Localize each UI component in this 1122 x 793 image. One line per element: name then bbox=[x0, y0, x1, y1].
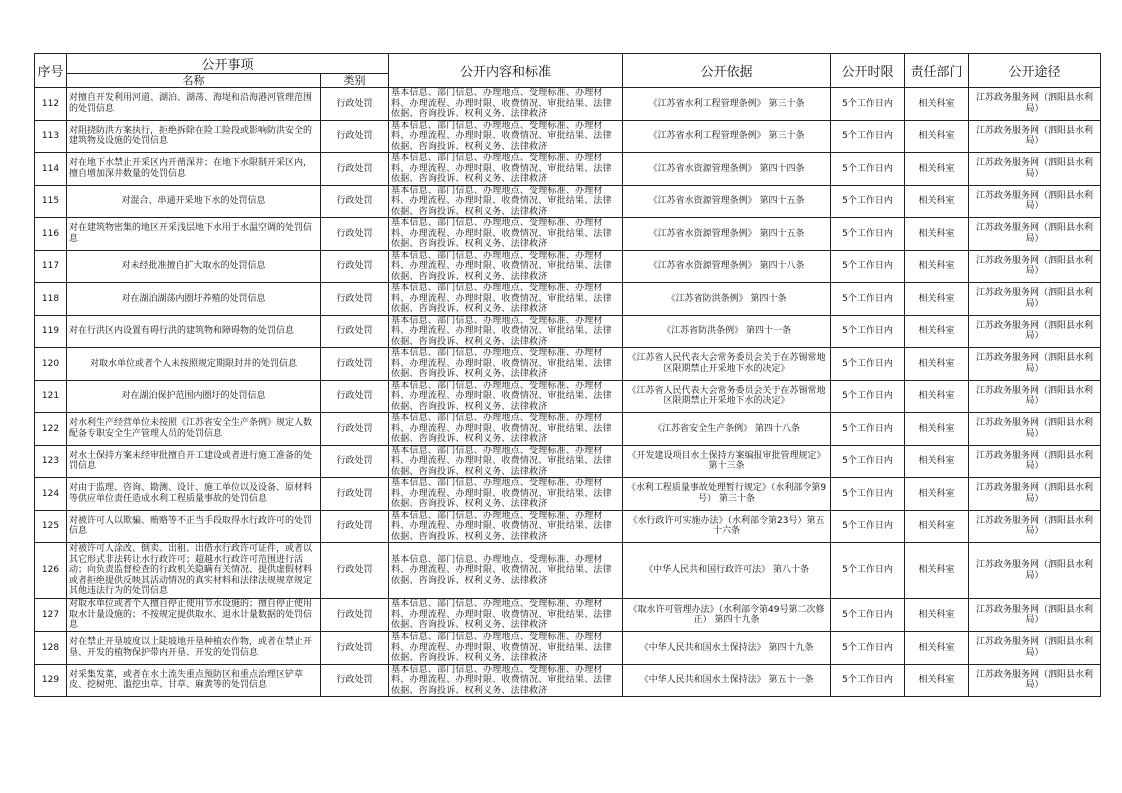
row-category: 行政处罚 bbox=[321, 283, 389, 316]
row-name: 对未经批准擅自扩大取水的处罚信息 bbox=[67, 250, 321, 283]
row-name: 对在行洪区内设置有碍行洪的建筑物和障碍物的处罚信息 bbox=[67, 315, 321, 348]
row-basis: 《开发建设项目水土保持方案编报审批管理规定》第十三条 bbox=[623, 445, 831, 478]
row-category: 行政处罚 bbox=[321, 510, 389, 543]
row-time-limit: 5个工作日内 bbox=[831, 478, 905, 511]
row-category: 行政处罚 bbox=[321, 185, 389, 218]
row-seq: 114 bbox=[35, 153, 67, 186]
row-time-limit: 5个工作日内 bbox=[831, 153, 905, 186]
row-basis: 《江苏省人民代表大会常务委员会关于在苏锡常地区限期禁止开采地下水的决定》 bbox=[623, 380, 831, 413]
row-content: 基本信息、部门信息、办理地点、受理标准、办理材料、办理流程、办理时限、收费情况、审批结果、法律依据、咨询投诉、权利义务、法律救济 bbox=[389, 632, 623, 665]
table-row bbox=[35, 185, 1101, 218]
row-department: 相关科室 bbox=[905, 599, 969, 632]
row-seq: 112 bbox=[35, 88, 67, 121]
row-channel: 江苏政务服务网（泗阳县水利局） bbox=[969, 88, 1101, 121]
row-channel: 江苏政务服务网（泗阳县水利局） bbox=[969, 445, 1101, 478]
row-category: 行政处罚 bbox=[321, 445, 389, 478]
disclosure-table-sheet bbox=[34, 53, 1100, 697]
table-row bbox=[35, 218, 1101, 251]
row-department: 相关科室 bbox=[905, 510, 969, 543]
row-department: 相关科室 bbox=[905, 348, 969, 381]
row-seq: 121 bbox=[35, 380, 67, 413]
row-department: 相关科室 bbox=[905, 120, 969, 153]
row-time-limit: 5个工作日内 bbox=[831, 599, 905, 632]
header-seq: 序号 bbox=[35, 54, 67, 88]
row-channel: 江苏政务服务网（泗阳县水利局） bbox=[969, 315, 1101, 348]
row-seq: 128 bbox=[35, 632, 67, 665]
row-seq: 119 bbox=[35, 315, 67, 348]
table-row bbox=[35, 543, 1101, 599]
row-time-limit: 5个工作日内 bbox=[831, 283, 905, 316]
row-time-limit: 5个工作日内 bbox=[831, 632, 905, 665]
table-row bbox=[35, 380, 1101, 413]
row-name: 对被许可人涂改、倒卖、出租、出借水行政许可证件，或者以其它形式非法转让水行政许可；超越水行政许可范围进行活动；向负责监督检查的行政机关隐瞒有关情况、提供虚假材料或者拒绝提供反映其活动情况的真实材料和法律法规规章规定其他违法行为的处罚信息 bbox=[67, 543, 321, 599]
row-seq: 126 bbox=[35, 543, 67, 599]
row-name: 对由于监理、咨询、勘测、设计、施工单位以及设备、原材料等供应单位责任造成水利工程质量事故的处罚信息 bbox=[67, 478, 321, 511]
row-department: 相关科室 bbox=[905, 283, 969, 316]
row-name: 对在建筑物密集的地区开采浅层地下水用于水温空调的处罚信息 bbox=[67, 218, 321, 251]
row-category: 行政处罚 bbox=[321, 250, 389, 283]
row-category: 行政处罚 bbox=[321, 478, 389, 511]
header-basis: 公开依据 bbox=[623, 54, 831, 88]
row-content: 基本信息、部门信息、办理地点、受理标准、办理材料、办理流程、办理时限、收费情况、审批结果、法律依据、咨询投诉、权利义务、法律救济 bbox=[389, 599, 623, 632]
row-category: 行政处罚 bbox=[321, 348, 389, 381]
row-time-limit: 5个工作日内 bbox=[831, 543, 905, 599]
row-department: 相关科室 bbox=[905, 250, 969, 283]
row-basis: 《江苏省防洪条例》 第四十一条 bbox=[623, 315, 831, 348]
row-basis: 《江苏省水利工程管理条例》 第三十条 bbox=[623, 120, 831, 153]
row-seq: 129 bbox=[35, 664, 67, 697]
disclosure-table bbox=[34, 53, 1101, 697]
row-basis: 《取水许可管理办法》（水利部令第49号第二次修正） 第四十九条 bbox=[623, 599, 831, 632]
row-channel: 江苏政务服务网（泗阳县水利局） bbox=[969, 664, 1101, 697]
row-seq: 117 bbox=[35, 250, 67, 283]
row-category: 行政处罚 bbox=[321, 120, 389, 153]
row-category: 行政处罚 bbox=[321, 543, 389, 599]
row-department: 相关科室 bbox=[905, 88, 969, 121]
row-name: 对在地下水禁止开采区内开凿深井；在地下水限制开采区内，擅自增加深井数量的处罚信息 bbox=[67, 153, 321, 186]
row-channel: 江苏政务服务网（泗阳县水利局） bbox=[969, 348, 1101, 381]
table-row bbox=[35, 632, 1101, 665]
table-row bbox=[35, 283, 1101, 316]
row-content: 基本信息、部门信息、办理地点、受理标准、办理材料、办理流程、办理时限、收费情况、审批结果、法律依据、咨询投诉、权利义务、法律救济 bbox=[389, 445, 623, 478]
row-department: 相关科室 bbox=[905, 664, 969, 697]
table-row bbox=[35, 315, 1101, 348]
row-name: 对在湖泊保护范围内圈圩的处罚信息 bbox=[67, 380, 321, 413]
row-time-limit: 5个工作日内 bbox=[831, 510, 905, 543]
row-department: 相关科室 bbox=[905, 380, 969, 413]
row-time-limit: 5个工作日内 bbox=[831, 185, 905, 218]
row-content: 基本信息、部门信息、办理地点、受理标准、办理材料、办理流程、办理时限、收费情况、审批结果、法律依据、咨询投诉、权利义务、法律救济 bbox=[389, 120, 623, 153]
row-seq: 118 bbox=[35, 283, 67, 316]
row-category: 行政处罚 bbox=[321, 664, 389, 697]
row-content: 基本信息、部门信息、办理地点、受理标准、办理材料、办理流程、办理时限、收费情况、审批结果、法律依据、咨询投诉、权利义务、法律救济 bbox=[389, 153, 623, 186]
row-time-limit: 5个工作日内 bbox=[831, 348, 905, 381]
table-row bbox=[35, 445, 1101, 478]
row-content: 基本信息、部门信息、办理地点、受理标准、办理材料、办理流程、办理时限、收费情况、审批结果、法律依据、咨询投诉、权利义务、法律救济 bbox=[389, 250, 623, 283]
row-basis: 《水行政许可实施办法》（水利部令第23号）第五十六条 bbox=[623, 510, 831, 543]
row-department: 相关科室 bbox=[905, 632, 969, 665]
row-name: 对采集发菜，或者在水土流失重点预防区和重点治理区铲草皮、挖树兜、滥挖虫草、甘草、麻黄等的处罚信息 bbox=[67, 664, 321, 697]
row-name: 对被许可人以欺骗、贿赂等不正当手段取得水行政许可的处罚信息 bbox=[67, 510, 321, 543]
row-content: 基本信息、部门信息、办理地点、受理标准、办理材料、办理流程、办理时限、收费情况、审批结果、法律依据、咨询投诉、权利义务、法律救济 bbox=[389, 185, 623, 218]
row-department: 相关科室 bbox=[905, 315, 969, 348]
row-content: 基本信息、部门信息、办理地点、受理标准、办理材料、办理流程、办理时限、收费情况、审批结果、法律依据、咨询投诉、权利义务、法律救济 bbox=[389, 315, 623, 348]
row-content: 基本信息、部门信息、办理地点、受理标准、办理材料、办理流程、办理时限、收费情况、审批结果、法律依据、咨询投诉、权利义务、法律救济 bbox=[389, 218, 623, 251]
header-row-1 bbox=[35, 54, 1101, 74]
row-category: 行政处罚 bbox=[321, 153, 389, 186]
row-department: 相关科室 bbox=[905, 218, 969, 251]
row-basis: 《江苏省水资源管理条例》 第四十五条 bbox=[623, 218, 831, 251]
table-row bbox=[35, 510, 1101, 543]
row-basis: 《中华人民共和国水土保持法》 第四十九条 bbox=[623, 632, 831, 665]
row-seq: 120 bbox=[35, 348, 67, 381]
table-row bbox=[35, 413, 1101, 446]
row-channel: 江苏政务服务网（泗阳县水利局） bbox=[969, 599, 1101, 632]
row-name: 对混合、串通开采地下水的处罚信息 bbox=[67, 185, 321, 218]
table-row bbox=[35, 250, 1101, 283]
row-department: 相关科室 bbox=[905, 543, 969, 599]
row-time-limit: 5个工作日内 bbox=[831, 88, 905, 121]
header-time-limit: 公开时限 bbox=[831, 54, 905, 88]
row-channel: 江苏政务服务网（泗阳县水利局） bbox=[969, 218, 1101, 251]
table-row bbox=[35, 88, 1101, 121]
row-time-limit: 5个工作日内 bbox=[831, 120, 905, 153]
row-channel: 江苏政务服务网（泗阳县水利局） bbox=[969, 283, 1101, 316]
row-channel: 江苏政务服务网（泗阳县水利局） bbox=[969, 153, 1101, 186]
row-time-limit: 5个工作日内 bbox=[831, 315, 905, 348]
row-basis: 《中华人民共和国水土保持法》 第五十一条 bbox=[623, 664, 831, 697]
row-channel: 江苏政务服务网（泗阳县水利局） bbox=[969, 543, 1101, 599]
row-department: 相关科室 bbox=[905, 413, 969, 446]
row-basis: 《江苏省人民代表大会常务委员会关于在苏锡常地区限期禁止开采地下水的决定》 bbox=[623, 348, 831, 381]
row-name: 对取水单位或者个人擅自停止使用节水设施的；擅自停止使用取水计量设施的；不按规定提供取水、退水计量数据的处罚信息 bbox=[67, 599, 321, 632]
row-seq: 116 bbox=[35, 218, 67, 251]
row-seq: 127 bbox=[35, 599, 67, 632]
row-name: 对在湖泊湖荡内圈圩养殖的处罚信息 bbox=[67, 283, 321, 316]
header-item-group: 公开事项 bbox=[67, 54, 389, 74]
row-content: 基本信息、部门信息、办理地点、受理标准、办理材料、办理流程、办理时限、收费情况、审批结果、法律依据、咨询投诉、权利义务、法律救济 bbox=[389, 413, 623, 446]
row-category: 行政处罚 bbox=[321, 88, 389, 121]
row-name: 对在禁止开垦坡度以上陡坡地开垦种植农作物，或者在禁止开垦、开发的植物保护带内开垦、开发的处罚信息 bbox=[67, 632, 321, 665]
row-category: 行政处罚 bbox=[321, 380, 389, 413]
row-time-limit: 5个工作日内 bbox=[831, 218, 905, 251]
row-department: 相关科室 bbox=[905, 478, 969, 511]
row-channel: 江苏政务服务网（泗阳县水利局） bbox=[969, 413, 1101, 446]
row-basis: 《中华人民共和国行政许可法》 第八十条 bbox=[623, 543, 831, 599]
row-department: 相关科室 bbox=[905, 445, 969, 478]
row-name: 对阻挠防洪方案执行，拒绝拆除在险工险段或影响防洪安全的建筑物及设施的处罚信息 bbox=[67, 120, 321, 153]
row-time-limit: 5个工作日内 bbox=[831, 380, 905, 413]
header-name: 名称 bbox=[67, 74, 321, 88]
row-content: 基本信息、部门信息、办理地点、受理标准、办理材料、办理流程、办理时限、收费情况、审批结果、法律依据、咨询投诉、权利义务、法律救济 bbox=[389, 380, 623, 413]
table-row bbox=[35, 348, 1101, 381]
row-category: 行政处罚 bbox=[321, 413, 389, 446]
row-department: 相关科室 bbox=[905, 185, 969, 218]
row-channel: 江苏政务服务网（泗阳县水利局） bbox=[969, 478, 1101, 511]
row-channel: 江苏政务服务网（泗阳县水利局） bbox=[969, 632, 1101, 665]
row-content: 基本信息、部门信息、办理地点、受理标准、办理材料、办理流程、办理时限、收费情况、审批结果、法律依据、咨询投诉、权利义务、法律救济 bbox=[389, 510, 623, 543]
table-row bbox=[35, 478, 1101, 511]
table-row bbox=[35, 120, 1101, 153]
row-content: 基本信息、部门信息、办理地点、受理标准、办理材料、办理流程、办理时限、收费情况、审批结果、法律依据、咨询投诉、权利义务、法律救济 bbox=[389, 283, 623, 316]
row-time-limit: 5个工作日内 bbox=[831, 664, 905, 697]
row-time-limit: 5个工作日内 bbox=[831, 445, 905, 478]
row-category: 行政处罚 bbox=[321, 632, 389, 665]
row-channel: 江苏政务服务网（泗阳县水利局） bbox=[969, 185, 1101, 218]
table-row bbox=[35, 153, 1101, 186]
row-name: 对取水单位或者个人未按照规定期限封井的处罚信息 bbox=[67, 348, 321, 381]
header-content: 公开内容和标准 bbox=[389, 54, 623, 88]
row-category: 行政处罚 bbox=[321, 315, 389, 348]
row-name: 对擅自开发利用河道、湖泊、湖荡、海堤和沿海港河管理范围的处罚信息 bbox=[67, 88, 321, 121]
header-department: 责任部门 bbox=[905, 54, 969, 88]
row-name: 对水利生产经营单位未按照《江苏省安全生产条例》规定人数配备专职安全生产管理人员的处罚信息 bbox=[67, 413, 321, 446]
row-seq: 124 bbox=[35, 478, 67, 511]
row-name: 对水土保持方案未经审批擅自开工建设或者进行施工准备的处罚信息 bbox=[67, 445, 321, 478]
row-seq: 123 bbox=[35, 445, 67, 478]
row-basis: 《江苏省水资源管理条例》 第四十八条 bbox=[623, 250, 831, 283]
row-seq: 122 bbox=[35, 413, 67, 446]
row-time-limit: 5个工作日内 bbox=[831, 250, 905, 283]
row-content: 基本信息、部门信息、办理地点、受理标准、办理材料、办理流程、办理时限、收费情况、审批结果、法律依据、咨询投诉、权利义务、法律救济 bbox=[389, 543, 623, 599]
row-content: 基本信息、部门信息、办理地点、受理标准、办理材料、办理流程、办理时限、收费情况、审批结果、法律依据、咨询投诉、权利义务、法律救济 bbox=[389, 478, 623, 511]
row-basis: 《江苏省安全生产条例》 第四十八条 bbox=[623, 413, 831, 446]
row-seq: 125 bbox=[35, 510, 67, 543]
row-channel: 江苏政务服务网（泗阳县水利局） bbox=[969, 380, 1101, 413]
row-seq: 113 bbox=[35, 120, 67, 153]
row-basis: 《水利工程质量事故处理暂行规定》（水利部令第9号） 第三十条 bbox=[623, 478, 831, 511]
row-category: 行政处罚 bbox=[321, 218, 389, 251]
table-row bbox=[35, 599, 1101, 632]
header-category: 类别 bbox=[321, 74, 389, 88]
row-content: 基本信息、部门信息、办理地点、受理标准、办理材料、办理流程、办理时限、收费情况、审批结果、法律依据、咨询投诉、权利义务、法律救济 bbox=[389, 664, 623, 697]
row-content: 基本信息、部门信息、办理地点、受理标准、办理材料、办理流程、办理时限、收费情况、审批结果、法律依据、咨询投诉、权利义务、法律救济 bbox=[389, 348, 623, 381]
row-channel: 江苏政务服务网（泗阳县水利局） bbox=[969, 120, 1101, 153]
table-row bbox=[35, 664, 1101, 697]
row-channel: 江苏政务服务网（泗阳县水利局） bbox=[969, 510, 1101, 543]
row-basis: 《江苏省防洪条例》 第四十条 bbox=[623, 283, 831, 316]
row-time-limit: 5个工作日内 bbox=[831, 413, 905, 446]
row-content: 基本信息、部门信息、办理地点、受理标准、办理材料、办理流程、办理时限、收费情况、审批结果、法律依据、咨询投诉、权利义务、法律救济 bbox=[389, 88, 623, 121]
header-channel: 公开途径 bbox=[969, 54, 1101, 88]
row-basis: 《江苏省水利工程管理条例》 第三十条 bbox=[623, 88, 831, 121]
row-department: 相关科室 bbox=[905, 153, 969, 186]
row-basis: 《江苏省水资源管理条例》 第四十五条 bbox=[623, 185, 831, 218]
row-category: 行政处罚 bbox=[321, 599, 389, 632]
table-body bbox=[35, 88, 1101, 697]
row-basis: 《江苏省水资源管理条例》 第四十四条 bbox=[623, 153, 831, 186]
row-channel: 江苏政务服务网（泗阳县水利局） bbox=[969, 250, 1101, 283]
row-seq: 115 bbox=[35, 185, 67, 218]
